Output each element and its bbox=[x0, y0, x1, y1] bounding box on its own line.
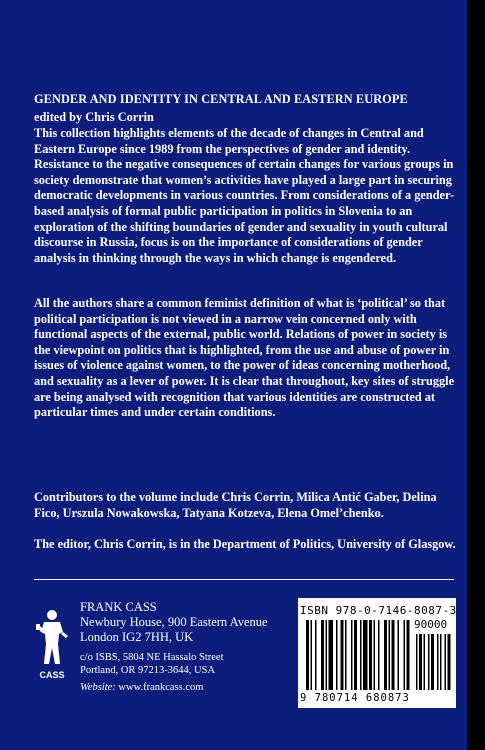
barcode-bar bbox=[398, 620, 400, 690]
barcode-addon-bar bbox=[431, 634, 434, 690]
us-distributor-address bbox=[80, 652, 224, 677]
website-label: Website: bbox=[80, 682, 116, 693]
barcode-bar bbox=[315, 620, 317, 690]
barcode-bar bbox=[392, 620, 395, 690]
contributors-paragraph: Contributors to the volume include Chris Corrin, Milica Antić Gaber, Delina Fico, Urszula Nowakowska, Tatyana Kotzeva, Elena Omel’chenko. bbox=[34, 490, 437, 520]
book-title: GENDER AND IDENTITY IN CENTRAL AND EASTERN EUROPE bbox=[34, 92, 408, 106]
barcode-bar bbox=[389, 620, 391, 690]
barcode-bar bbox=[360, 620, 362, 690]
barcode-addon-bar bbox=[428, 634, 430, 690]
barcode-addon-bar bbox=[448, 634, 451, 690]
price-code-text: 90000 bbox=[414, 618, 448, 631]
publisher-address-line: London IG2 7HH, UK bbox=[80, 630, 194, 644]
barcode-bar bbox=[329, 620, 334, 690]
publisher-name: FRANK CASS bbox=[80, 600, 157, 614]
barcode-bars bbox=[304, 620, 452, 692]
standing-figure-logo-icon bbox=[32, 606, 72, 684]
barcode-addon-bar bbox=[424, 634, 426, 690]
barcode-bar bbox=[363, 620, 368, 690]
barcode-bar bbox=[311, 620, 313, 690]
barcode-bar bbox=[345, 620, 347, 690]
barcode-bar bbox=[384, 620, 387, 690]
barcode-bar bbox=[407, 620, 410, 690]
logo-text: CASS bbox=[39, 670, 65, 680]
barcode-bar bbox=[404, 620, 406, 690]
barcode-bar bbox=[374, 620, 376, 690]
description-paragraph-1: This collection highlights elements of the decade of changes in Central and Eastern Europe since 1989 from the perspectives of gender and identity. Resistance to the negative consequences of certain changes for various groups in society demonstrate that women’s activities have played a large part in securing democratic developments in various countries. From considerations of a gender-based analysis of formal public participation in politics in Slovenia to an exploration of the shifting boundaries of gender and sexuality in youth cultural discourse in Russia, focus is on the importance of considerations of gender analysis in thinking through the ways in which change is engendered. bbox=[34, 126, 455, 265]
barcode-bar bbox=[306, 620, 309, 690]
description-paragraph-2: All the authors share a common feminist definition of what is ‘political’ so that political participation is not viewed in a narrow vein concerned only with functional aspects of the external, public world. Relations of power in society is the viewpoint on politics that is highlighted, from the use and abuse of power in issues of violence against women, to the power of ideas concerning motherhood, and sexuality as a lever of power. It is clear that throughout, key sites of struggle are being analysed with recognition that various identities are constructed at particular times and under certain conditions. bbox=[34, 296, 455, 420]
barcode-addon-bar bbox=[419, 634, 422, 690]
barcode-bar bbox=[351, 620, 353, 690]
barcode-digits: 9 780714 680873 bbox=[300, 692, 410, 704]
barcode-bar bbox=[354, 620, 357, 690]
barcode-bar bbox=[326, 620, 328, 690]
us-address-line: Portland, OR 97213-3644, USA bbox=[80, 664, 216, 676]
editor-line: edited by Chris Corrin bbox=[34, 110, 154, 124]
editor-note-paragraph: The editor, Chris Corrin, is in the Department of Politics, University of Glasgow. bbox=[34, 537, 456, 551]
publisher-address bbox=[80, 615, 268, 645]
us-address-line: c/o ISBS, 5804 NE Hassalo Street bbox=[80, 652, 224, 663]
barcode-addon-bar bbox=[416, 634, 418, 690]
publisher-website bbox=[80, 682, 203, 693]
barcode-bar bbox=[369, 620, 372, 690]
website-url: www.frankcass.com bbox=[118, 682, 204, 693]
barcode-bar bbox=[336, 620, 338, 690]
barcode-addon-bar bbox=[445, 634, 447, 690]
isbn-text: ISBN 978-0-7146-8087-3 bbox=[300, 604, 457, 617]
barcode-bar bbox=[321, 620, 324, 690]
barcode-addon-bar bbox=[437, 634, 439, 690]
barcode-addon-bar bbox=[440, 634, 442, 690]
divider-line bbox=[34, 579, 454, 580]
edge-strip bbox=[467, 0, 485, 750]
barcode-bar bbox=[341, 620, 344, 690]
publisher-address-line: Newbury House, 900 Eastern Avenue bbox=[80, 615, 268, 629]
barcode-bar bbox=[378, 620, 380, 690]
